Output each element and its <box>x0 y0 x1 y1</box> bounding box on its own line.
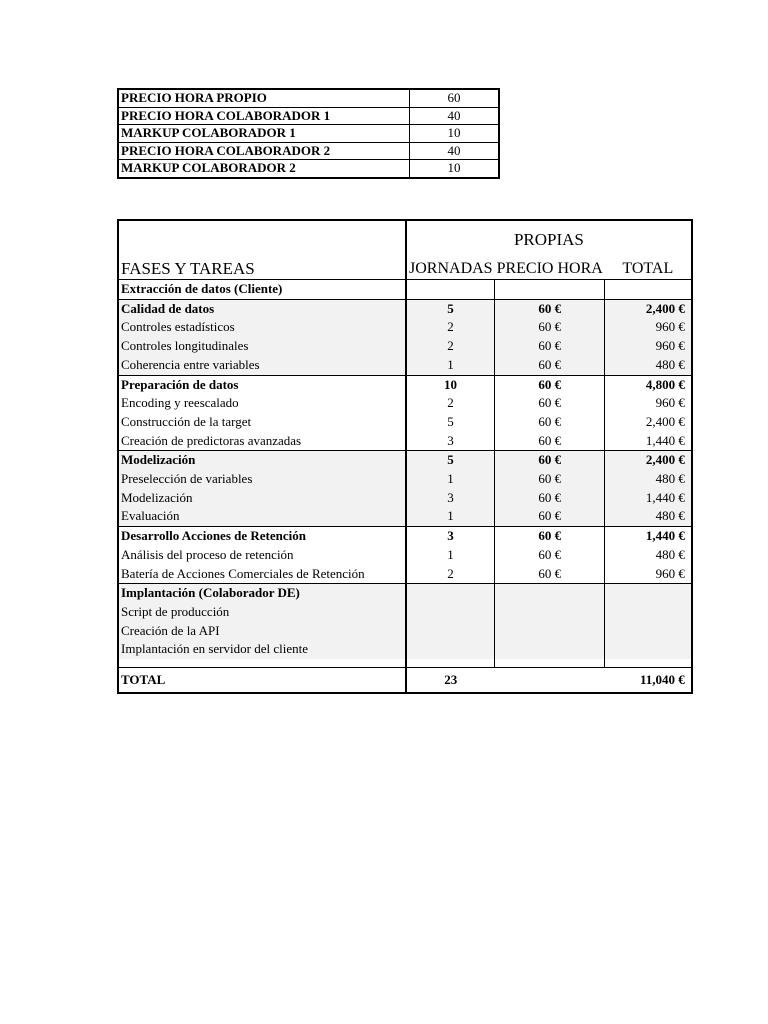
task-row <box>118 565 692 584</box>
row-total: 4,800 € <box>605 375 692 394</box>
row-label: Controles longitudinales <box>118 337 406 356</box>
col-header-total: TOTAL <box>622 260 674 277</box>
header-columns-row <box>118 259 692 280</box>
col-header-jornadas: JORNADAS <box>409 260 493 277</box>
param-value: 10 <box>447 160 461 175</box>
row-precio <box>495 603 605 622</box>
row-precio: 60 € <box>495 356 605 375</box>
row-precio: 60 € <box>495 337 605 356</box>
task-row <box>118 622 692 641</box>
row-jornadas: 2 <box>406 565 495 584</box>
header-group-row <box>118 220 692 259</box>
row-precio: 60 € <box>495 489 605 508</box>
total-label: TOTAL <box>118 668 406 694</box>
row-label: Batería de Acciones Comerciales de Retención <box>118 565 406 584</box>
row-total <box>605 622 692 641</box>
row-total <box>605 280 692 300</box>
row-label: Coherencia entre variables <box>118 356 406 375</box>
phase-row <box>118 584 692 603</box>
row-jornadas: 5 <box>406 413 495 432</box>
row-total: 480 € <box>605 356 692 375</box>
parameters-table <box>117 88 500 179</box>
row-jornadas: 10 <box>406 375 495 394</box>
phase-row <box>118 451 692 470</box>
row-total: 2,400 € <box>645 413 685 429</box>
param-value: 40 <box>410 107 500 125</box>
row-precio: 60 € <box>495 546 605 565</box>
param-value: 10 <box>410 125 500 143</box>
row-total: 960 € <box>655 395 685 411</box>
row-total: 1,440 € <box>605 527 692 546</box>
row-label: Preselección de variables <box>118 470 406 489</box>
row-jornadas: 3 <box>406 527 495 546</box>
row-total: 480 € <box>655 546 685 562</box>
row-jornadas: 2 <box>406 337 495 356</box>
row-total <box>605 584 692 603</box>
group-header-propias: PROPIAS <box>513 230 584 249</box>
row-jornadas: 3 <box>406 432 495 451</box>
row-precio: 60 € <box>495 375 605 394</box>
row-label: Controles estadísticos <box>118 318 406 337</box>
row-label: Evaluación <box>118 507 406 526</box>
row-total: 480 € <box>605 507 692 526</box>
row-jornadas <box>406 603 495 622</box>
col-header-fases: FASES Y TAREAS <box>118 259 406 280</box>
row-label: Creación de predictoras avanzadas <box>118 432 406 451</box>
row-label: Implantación (Colaborador DE) <box>118 584 406 603</box>
row-jornadas <box>406 280 495 300</box>
param-value: 60 <box>410 89 500 107</box>
param-row <box>118 142 499 160</box>
row-precio <box>495 622 605 641</box>
task-row <box>118 507 692 526</box>
row-precio: 60 € <box>495 318 605 337</box>
row-jornadas: 1 <box>406 507 495 526</box>
row-precio: 60 € <box>495 432 605 451</box>
total-amount: 11,040 € <box>605 668 692 694</box>
row-label: Encoding y reescalado <box>118 394 406 413</box>
row-precio <box>495 640 605 659</box>
row-jornadas <box>406 640 495 659</box>
param-value: 40 <box>410 142 500 160</box>
row-jornadas: 1 <box>406 356 495 375</box>
row-precio <box>495 584 605 603</box>
param-label: MARKUP COLABORADOR 2 <box>118 160 410 178</box>
param-label: PRECIO HORA COLABORADOR 1 <box>118 107 410 125</box>
phase-row <box>118 280 692 300</box>
row-precio: 60 € <box>495 470 605 489</box>
row-label: Implantación en servidor del cliente <box>118 640 406 659</box>
task-row <box>118 546 692 565</box>
row-label: Creación de la API <box>118 622 406 641</box>
task-row <box>118 603 692 622</box>
row-total: 960 € <box>605 318 692 337</box>
row-label: Calidad de datos <box>118 299 406 318</box>
task-row <box>118 470 692 489</box>
param-row <box>118 160 499 178</box>
param-row <box>118 89 499 107</box>
row-jornadas: 2 <box>406 318 495 337</box>
row-label: Modelización <box>118 489 406 508</box>
task-row <box>118 432 692 451</box>
row-label: Extracción de datos (Cliente) <box>118 280 406 300</box>
row-precio: 60 € <box>495 565 605 584</box>
phase-row <box>118 299 692 318</box>
row-jornadas: 3 <box>406 489 495 508</box>
row-jornadas: 5 <box>406 299 495 318</box>
row-total: 960 € <box>605 337 692 356</box>
total-precio <box>495 668 605 694</box>
total-jornadas: 23 <box>406 668 495 694</box>
task-row <box>118 394 692 413</box>
row-precio: 60 € <box>495 507 605 526</box>
row-total: 2,400 € <box>605 451 692 470</box>
row-precio <box>495 280 605 300</box>
total-row <box>118 668 692 694</box>
task-row <box>118 318 692 337</box>
param-label: PRECIO HORA PROPIO <box>118 89 410 107</box>
param-row <box>118 107 499 125</box>
row-label: Análisis del proceso de retención <box>118 546 406 565</box>
row-jornadas <box>406 622 495 641</box>
row-jornadas: 1 <box>406 546 495 565</box>
row-jornadas <box>406 584 495 603</box>
row-jornadas: 2 <box>406 394 495 413</box>
param-label: MARKUP COLABORADOR 1 <box>118 125 410 143</box>
row-label: Desarrollo Acciones de Retención <box>118 527 406 546</box>
row-label: Construcción de la target <box>118 413 406 432</box>
row-label: Script de producción <box>118 603 406 622</box>
row-total: 960 € <box>655 565 685 581</box>
phase-row <box>118 527 692 546</box>
row-precio: 60 € <box>495 394 605 413</box>
row-total: 1,440 € <box>645 432 685 448</box>
row-precio: 60 € <box>495 451 605 470</box>
task-row <box>118 640 692 659</box>
budget-table <box>117 219 693 694</box>
task-row <box>118 337 692 356</box>
row-precio: 60 € <box>495 527 605 546</box>
row-total: 480 € <box>605 470 692 489</box>
task-row <box>118 489 692 508</box>
param-label: PRECIO HORA COLABORADOR 2 <box>118 142 410 160</box>
row-total <box>605 640 692 659</box>
spacer-row <box>118 659 692 668</box>
task-row <box>118 356 692 375</box>
phase-row <box>118 375 692 394</box>
col-header-precio: PRECIO HORA <box>496 260 603 277</box>
row-precio: 60 € <box>495 299 605 318</box>
row-total <box>605 603 692 622</box>
row-label: Preparación de datos <box>118 375 406 394</box>
row-jornadas: 1 <box>406 470 495 489</box>
row-precio: 60 € <box>495 413 605 432</box>
row-jornadas: 5 <box>406 451 495 470</box>
row-label: Modelización <box>118 451 406 470</box>
param-row <box>118 125 499 143</box>
row-total: 1,440 € <box>605 489 692 508</box>
row-total: 2,400 € <box>605 299 692 318</box>
task-row <box>118 413 692 432</box>
